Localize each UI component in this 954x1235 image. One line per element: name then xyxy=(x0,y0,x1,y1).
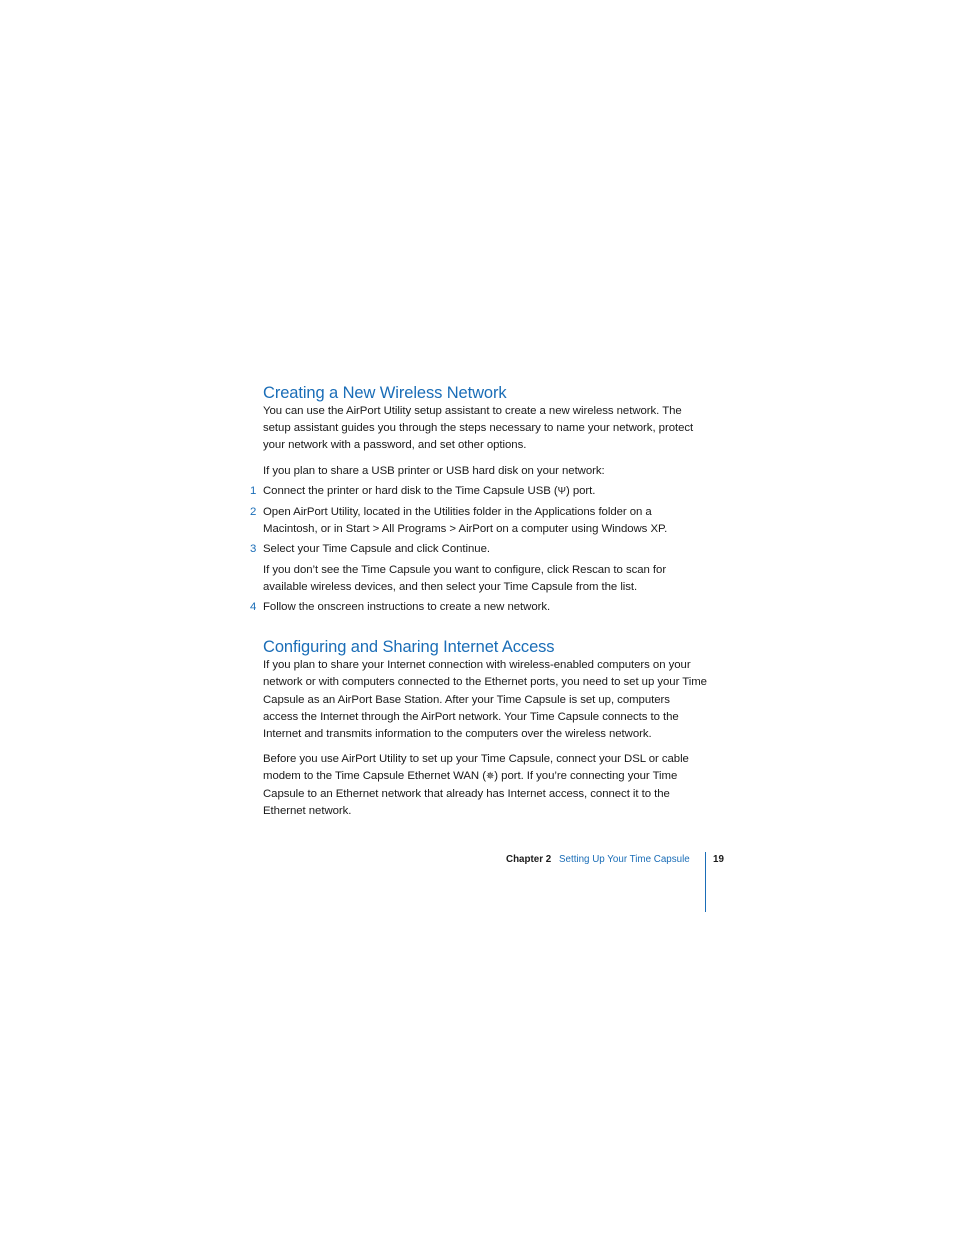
footer-divider xyxy=(705,852,706,912)
step-1 xyxy=(250,483,708,500)
step-4 xyxy=(250,599,708,616)
rescan-note: If you don’t see the Time Capsule you want to configure, click Rescan to scan for available wireless devices, and then select your Time Capsule from the list. xyxy=(263,563,667,593)
section-heading-wireless: Creating a New Wireless Network xyxy=(263,384,507,402)
step-text: Open AirPort Utility, located in the Utilities folder in the Applications folder on a Macintosh, or in Start > All Programs > AirPort on a computer using Windows XP. xyxy=(263,506,668,536)
step-number: 2 xyxy=(250,506,257,519)
step-3 xyxy=(250,541,708,558)
section-internet-access xyxy=(263,637,708,820)
page-number: 19 xyxy=(713,854,724,865)
internet-paragraph-2: Before you use AirPort Utility to set up your Time Capsule, connect your DSL or cable modem to the Time Capsule Ethernet WAN (✵) port. If you’re connecting your Time Capsule to an Ethernet network that already has Internet access, connect it to the Ethernet network. xyxy=(263,753,689,817)
footer-chapter-title: Setting Up Your Time Capsule xyxy=(559,854,690,865)
step-2 xyxy=(250,504,708,538)
step-number: 4 xyxy=(250,601,257,614)
lead-paragraph: If you plan to share a USB printer or USB hard disk on your network: xyxy=(263,464,605,477)
step-number: 3 xyxy=(250,543,257,556)
section-heading-internet: Configuring and Sharing Internet Access xyxy=(263,638,555,657)
ethernet-wan-icon: ✵ xyxy=(485,771,495,783)
page-content xyxy=(250,383,708,820)
internet-paragraph-1: If you plan to share your Internet connection with wireless-enabled computers on your network or with computers connected to the Ethernet ports, you need to set up your Time Capsule as an AirPort Base Station. After your Time Capsule is set up, computers access the Internet through the AirPort network. Your Time Capsule connects to the Internet and transmits information to the computers over the wireless network. xyxy=(263,659,707,741)
step-text: Follow the onscreen instructions to create a new network. xyxy=(263,601,551,614)
intro-paragraph: You can use the AirPort Utility setup assistant to create a new wireless network. The setup assistant guides you through the steps necessary to name your network, protect your network with a password, and set other options. xyxy=(263,405,694,452)
footer-chapter: Chapter 2 xyxy=(506,854,552,865)
step-text: Select your Time Capsule and click Continue. xyxy=(263,543,490,556)
usb-icon: Ψ xyxy=(557,485,566,497)
step-text: Connect the printer or hard disk to the Time Capsule USB (Ψ) port. xyxy=(263,484,596,497)
step-number: 1 xyxy=(250,484,257,497)
